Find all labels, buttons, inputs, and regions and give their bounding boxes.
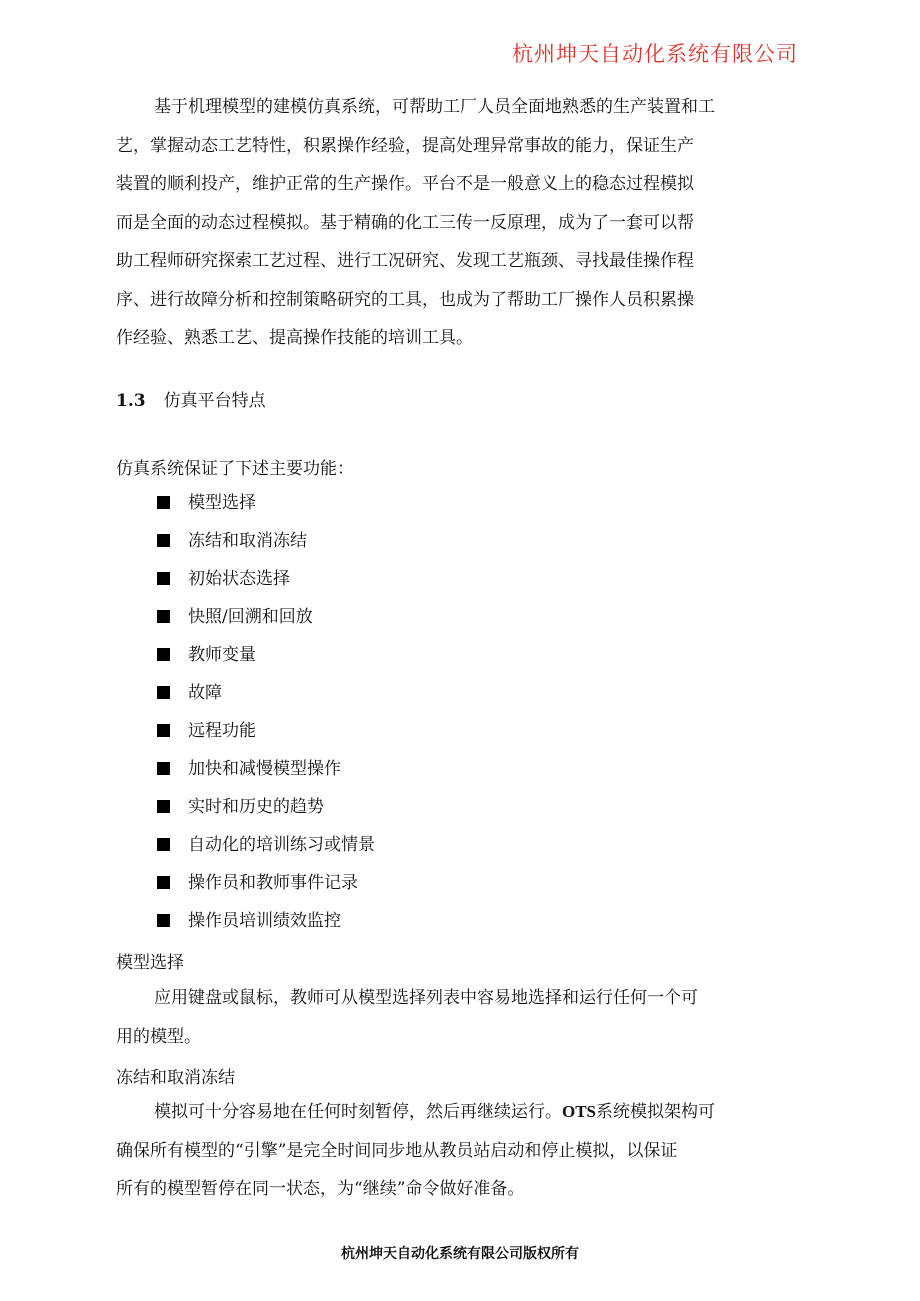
feature-label: 初始状态选择 bbox=[188, 569, 290, 589]
paragraph-line: 用的模型。 bbox=[116, 1026, 201, 1047]
square-bullet-icon bbox=[157, 724, 170, 737]
square-bullet-icon bbox=[157, 534, 170, 547]
features-intro: 仿真系统保证了下述主要功能： bbox=[116, 459, 354, 479]
feature-label: 加快和减慢模型操作 bbox=[188, 759, 341, 779]
paragraph-line: 应用键盘或鼠标，教师可从模型选择列表中容易地选择和运行任何一个可 bbox=[154, 988, 698, 1008]
feature-label: 模型选择 bbox=[188, 493, 256, 513]
feature-label: 操作员培训绩效监控 bbox=[188, 911, 341, 931]
feature-label: 教师变量 bbox=[188, 645, 256, 665]
paragraph-line: 确保所有模型的“引擎”是完全时间同步地从教员站启动和停止模拟，以保证 bbox=[116, 1140, 678, 1161]
model-selection-heading: 模型选择 bbox=[116, 953, 184, 973]
feature-label: 实时和历史的趋势 bbox=[188, 797, 324, 817]
feature-label: 远程功能 bbox=[188, 721, 256, 741]
feature-item bbox=[157, 826, 375, 864]
feature-item bbox=[157, 902, 375, 940]
feature-item bbox=[157, 522, 375, 560]
square-bullet-icon bbox=[157, 610, 170, 623]
square-bullet-icon bbox=[157, 762, 170, 775]
feature-item bbox=[157, 750, 375, 788]
square-bullet-icon bbox=[157, 914, 170, 927]
section-number: 1.3 bbox=[116, 391, 146, 411]
paragraph-line: 艺，掌握动态工艺特性，积累操作经验，提高处理异常事故的能力，保证生产 bbox=[116, 135, 694, 156]
paragraph-line: 而是全面的动态过程模拟。基于精确的化工三传一反原理，成为了一套可以帮 bbox=[116, 212, 694, 233]
text-run: 模拟可十分容易地在任何时刻暂停，然后再继续运行。 bbox=[154, 1102, 562, 1122]
page-footer: 杭州坤天自动化系统有限公司版权所有 bbox=[341, 1246, 579, 1262]
feature-label: 快照/回溯和回放 bbox=[188, 607, 313, 627]
feature-label: 冻结和取消冻结 bbox=[188, 531, 307, 551]
freeze-paragraph bbox=[116, 1093, 788, 1209]
feature-item bbox=[157, 712, 375, 750]
feature-label: 自动化的培训练习或情景 bbox=[188, 835, 375, 855]
feature-label: 故障 bbox=[188, 683, 222, 703]
paragraph-line: 装置的顺利投产，维护正常的生产操作。平台不是一般意义上的稳态过程模拟 bbox=[116, 174, 694, 194]
square-bullet-icon bbox=[157, 800, 170, 813]
ots-term: OTS bbox=[562, 1102, 597, 1121]
section-heading bbox=[116, 386, 266, 411]
feature-list bbox=[157, 484, 375, 940]
paragraph-line: 序、进行故障分析和控制策略研究的工具，也成为了帮助工厂操作人员积累操 bbox=[116, 289, 694, 310]
paragraph-line: 所有的模型暂停在同一状态，为“继续”命令做好准备。 bbox=[116, 1179, 525, 1199]
feature-item bbox=[157, 598, 375, 636]
feature-item bbox=[157, 636, 375, 674]
feature-item bbox=[157, 674, 375, 712]
square-bullet-icon bbox=[157, 838, 170, 851]
feature-label: 操作员和教师事件记录 bbox=[188, 873, 358, 893]
paragraph-line: 基于机理模型的建模仿真系统，可帮助工厂人员全面地熟悉的生产装置和工 bbox=[154, 97, 715, 117]
square-bullet-icon bbox=[157, 876, 170, 889]
feature-item bbox=[157, 484, 375, 522]
company-header: 杭州坤天自动化系统有限公司 bbox=[512, 42, 798, 66]
paragraph-line: 助工程师研究探索工艺过程、进行工况研究、发现工艺瓶颈、寻找最佳操作程 bbox=[116, 251, 694, 271]
text-run: 系统模拟架构可 bbox=[596, 1102, 716, 1122]
square-bullet-icon bbox=[157, 496, 170, 509]
feature-item bbox=[157, 864, 375, 902]
paragraph-line: 作经验、熟悉工艺、提高操作技能的培训工具。 bbox=[116, 328, 473, 348]
intro-paragraph bbox=[116, 88, 788, 358]
paragraph-line bbox=[116, 1093, 788, 1132]
square-bullet-icon bbox=[157, 686, 170, 699]
square-bullet-icon bbox=[157, 648, 170, 661]
model-selection-paragraph bbox=[116, 979, 788, 1056]
feature-item bbox=[157, 788, 375, 826]
feature-item bbox=[157, 560, 375, 598]
square-bullet-icon bbox=[157, 572, 170, 585]
freeze-heading: 冻结和取消冻结 bbox=[116, 1068, 235, 1088]
section-title: 仿真平台特点 bbox=[163, 391, 266, 411]
